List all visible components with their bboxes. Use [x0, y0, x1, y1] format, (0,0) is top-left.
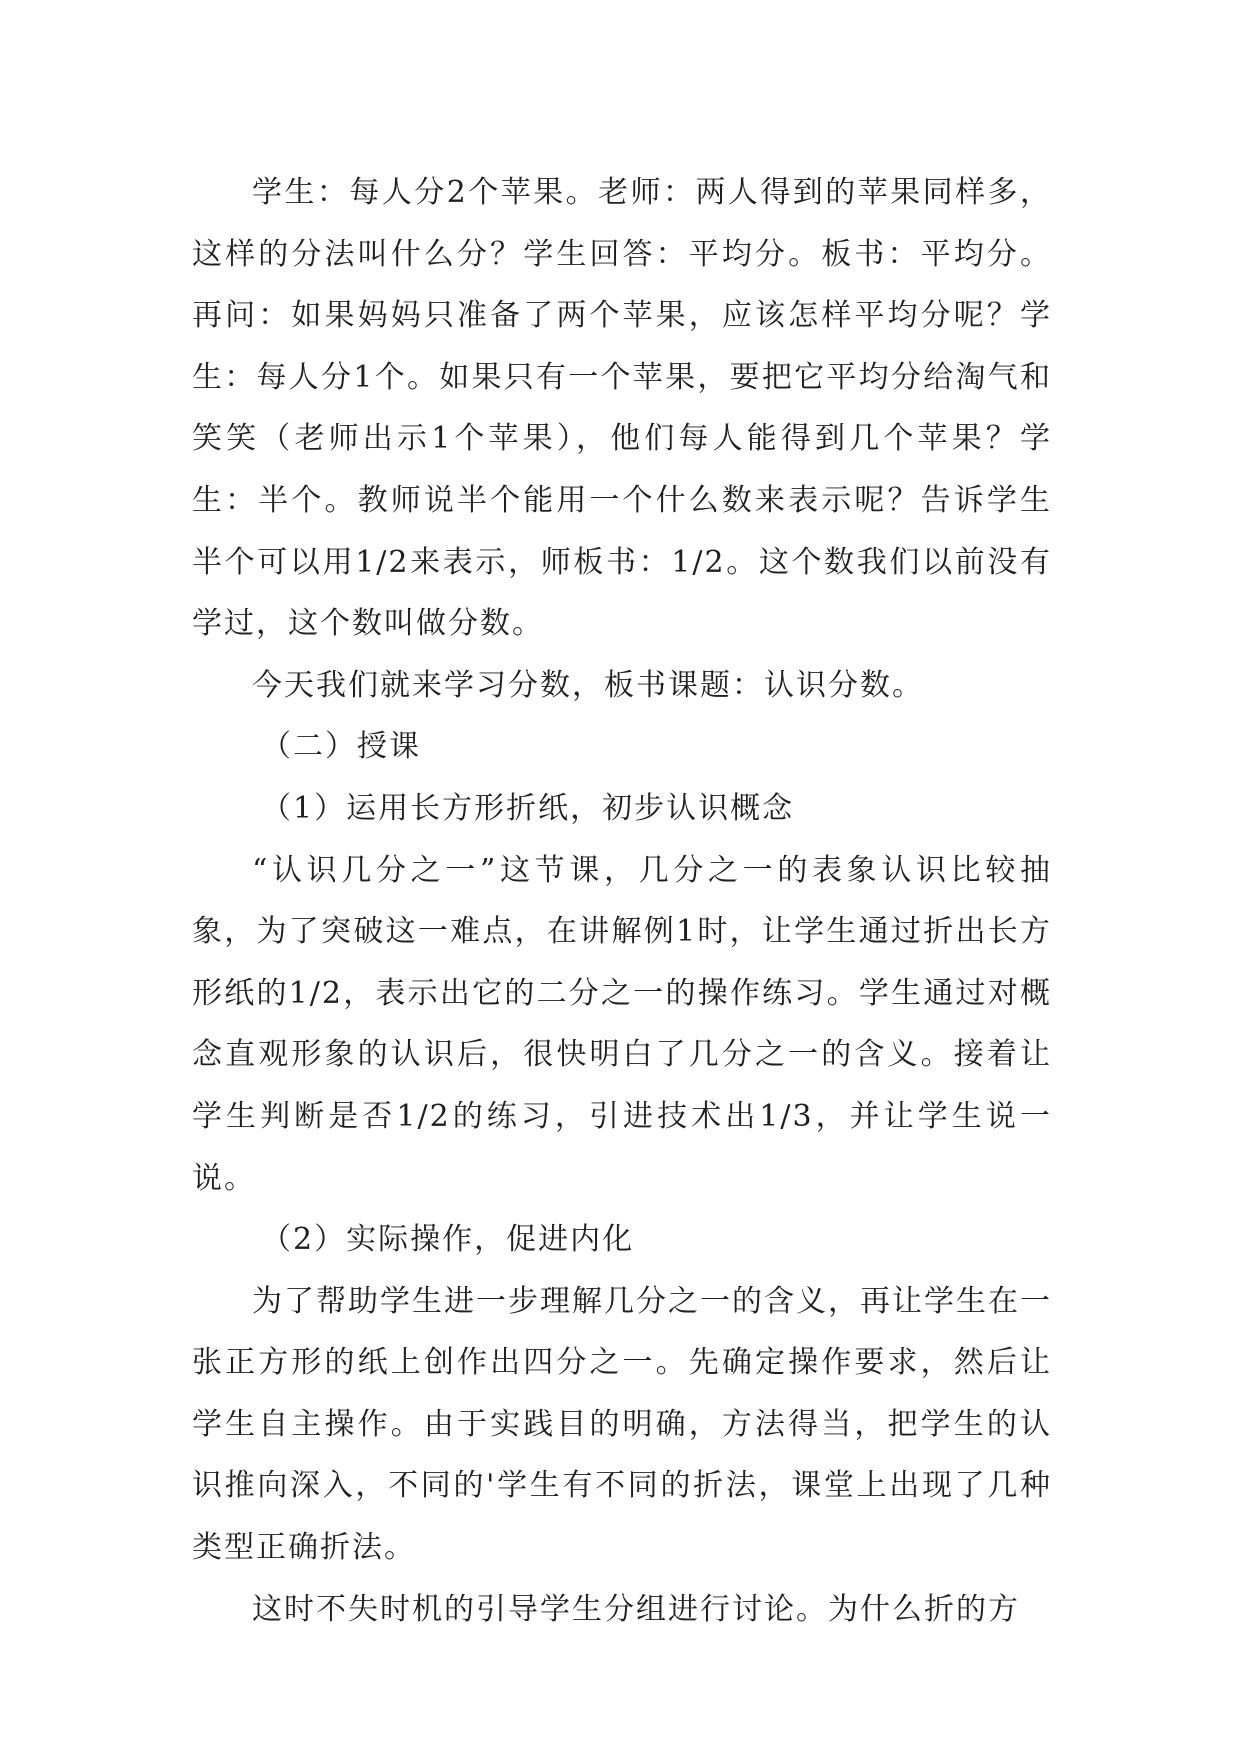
paragraph-square-paper: 为了帮助学生进一步理解几分之一的含义，再让学生在一张正方形的纸上创作出四分之一。先确定操作要求，然后让学生自主操作。由于实践目的明确，方法得当，把学生的认识推向深入，不同的'学生有不同的折法，课堂上出现了几种类型正确折法。	[192, 1283, 1052, 1566]
subheading-practical-operation: （2）实际操作，促进内化	[261, 1222, 635, 1258]
section-heading-teaching: （二）授课	[261, 729, 421, 765]
subheading-paper-folding: （1）运用长方形折纸，初步认识概念	[261, 790, 795, 826]
paragraph-lesson-topic: 今天我们就来学习分数，板书课题：认识分数。	[252, 667, 924, 703]
paragraph-fraction-concept: “认识几分之一”这节课，几分之一的表象认识比较抽象，为了突破这一难点，在讲解例1时，让学生通过折出长方形纸的1/2，表示出它的二分之一的操作练习。学生通过对概念直观形象的认识后，很快明白了几分之一的含义。接着让学生判断是否1/2的练习，引进技术出1/3，并让学生说一说。	[192, 852, 1052, 1196]
paragraph-group-discussion: 这时不失时机的引导学生分组进行讨论。为什么折的方	[252, 1591, 1020, 1627]
document-body	[192, 162, 1052, 1640]
paragraph-apple-sharing: 学生：每人分2个苹果。老师：两人得到的苹果同样多，这样的分法叫什么分？学生回答：平均分。板书：平均分。再问：如果妈妈只准备了两个苹果，应该怎样平均分呢？学生：每人分1个。如果只有一个苹果，要把它平均分给淘气和笑笑（老师出示1个苹果），他们每人能得到几个苹果？学生：半个。教师说半个能用一个什么数来表示呢？告诉学生半个可以用1/2来表示，师板书：1/2。这个数我们以前没有学过，这个数叫做分数。	[192, 175, 1052, 642]
